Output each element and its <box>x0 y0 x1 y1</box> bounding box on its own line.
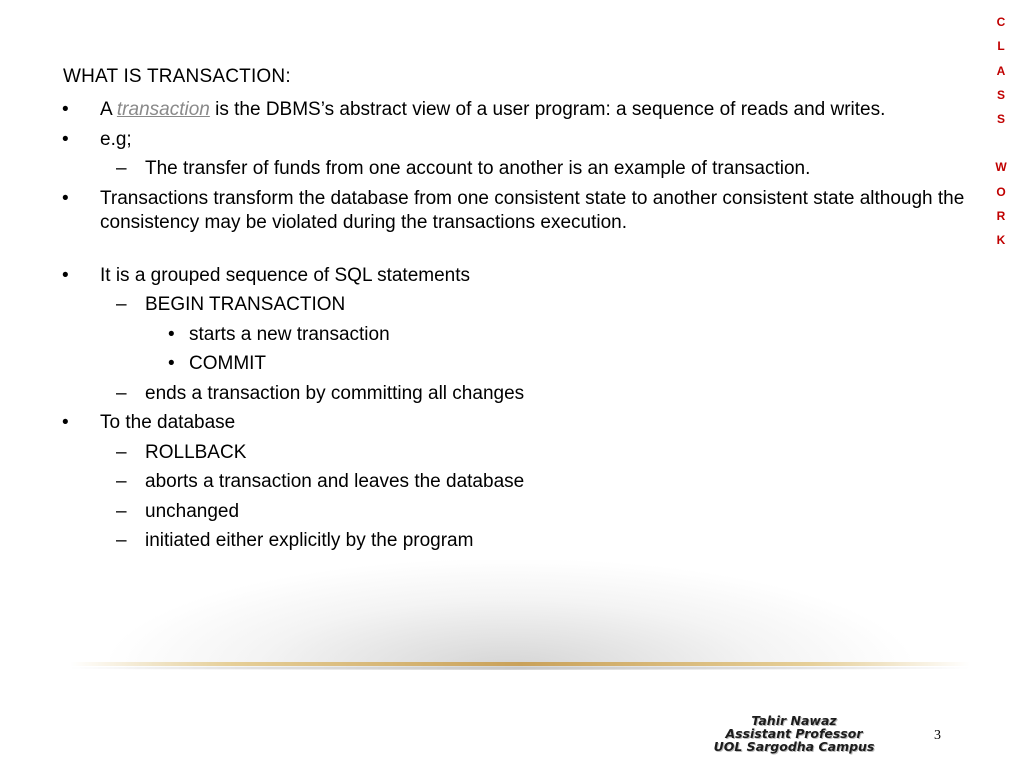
dash-marker: – <box>116 530 127 551</box>
sub-bullet-text: The transfer of funds from one account to another is an example of transaction. <box>145 158 811 179</box>
bullet-item <box>0 98 1024 123</box>
dash-marker: – <box>116 294 127 315</box>
dash-marker: – <box>116 441 127 463</box>
bullet-marker: • <box>168 353 175 374</box>
sub-bullet-text: initiated either explicitly by the program <box>145 530 474 551</box>
author-signature <box>684 714 904 753</box>
bullet-marker: • <box>62 412 69 433</box>
bullet-item <box>0 411 1024 436</box>
sub-bullet-text: BEGIN TRANSACTION <box>145 294 346 315</box>
bullet-item <box>0 187 1024 236</box>
sub-bullet-text: ends a transaction by committing all changes <box>145 382 525 404</box>
bullet-item <box>0 264 1024 289</box>
bullet-marker: • <box>62 264 69 286</box>
author-title: Assistant Professor <box>725 726 863 741</box>
author-name: Tahir Nawaz <box>751 713 837 728</box>
sub-bullet-item <box>0 157 1024 182</box>
dash-marker: – <box>116 471 127 492</box>
sub-bullet-item <box>0 470 1024 495</box>
side-letter: O <box>996 184 1006 199</box>
sub-sub-bullet-text: COMMIT <box>189 353 267 374</box>
sub-sub-bullet-text: starts a new transaction <box>189 323 390 345</box>
bullet-item <box>0 128 1024 153</box>
sub-sub-bullet-item <box>0 352 1024 377</box>
slide-content <box>0 98 1024 559</box>
author-campus: UOL Sargodha Campus <box>713 739 875 754</box>
sub-bullet-item <box>0 441 1024 466</box>
side-letter: A <box>996 63 1006 78</box>
sub-bullet-item <box>0 293 1024 318</box>
bullet-marker: • <box>62 128 69 150</box>
bullet-marker: • <box>168 323 175 345</box>
transaction-link[interactable]: transaction <box>116 99 210 120</box>
bullet-marker: • <box>62 187 69 209</box>
bullet-marker: • <box>62 99 69 120</box>
sub-bullet-text: unchanged <box>145 500 240 522</box>
dash-marker: – <box>116 158 127 179</box>
bullet-text: Transactions transform the database from one consistent state to another consistent state although the consistency may be violated during the transactions execution. <box>100 187 965 233</box>
bullet-text: It is a grouped sequence of SQL statements <box>100 264 471 286</box>
footer-rule <box>70 662 970 666</box>
sub-sub-bullet-item <box>0 323 1024 348</box>
side-letter: S <box>996 87 1005 102</box>
side-letter: W <box>995 160 1007 175</box>
sub-bullet-item <box>0 529 1024 554</box>
spacer <box>0 241 1024 264</box>
bullet-text-prefix: A <box>100 99 117 120</box>
bullet-text: To the database <box>100 412 236 433</box>
dash-marker: – <box>116 382 127 404</box>
sub-bullet-text: aborts a transaction and leaves the database <box>145 471 525 492</box>
sub-bullet-text: ROLLBACK <box>145 441 247 463</box>
bullet-text-suffix: is the DBMS’s abstract view of a user program: a sequence of reads and writes. <box>209 99 886 120</box>
footer-rule-shadow <box>70 667 970 669</box>
page-number: 3 <box>934 728 941 743</box>
slide-title: WHAT IS TRANSACTION: <box>63 66 291 87</box>
decorative-glow <box>110 560 910 670</box>
side-letter: K <box>996 233 1006 248</box>
sub-bullet-item <box>0 500 1024 525</box>
bullet-text: e.g; <box>100 128 132 150</box>
sub-bullet-item <box>0 382 1024 407</box>
side-letter: R <box>996 209 1006 224</box>
side-letter: L <box>997 39 1005 54</box>
side-letter: C <box>996 15 1006 29</box>
dash-marker: – <box>116 500 127 522</box>
side-letter: S <box>996 112 1005 127</box>
